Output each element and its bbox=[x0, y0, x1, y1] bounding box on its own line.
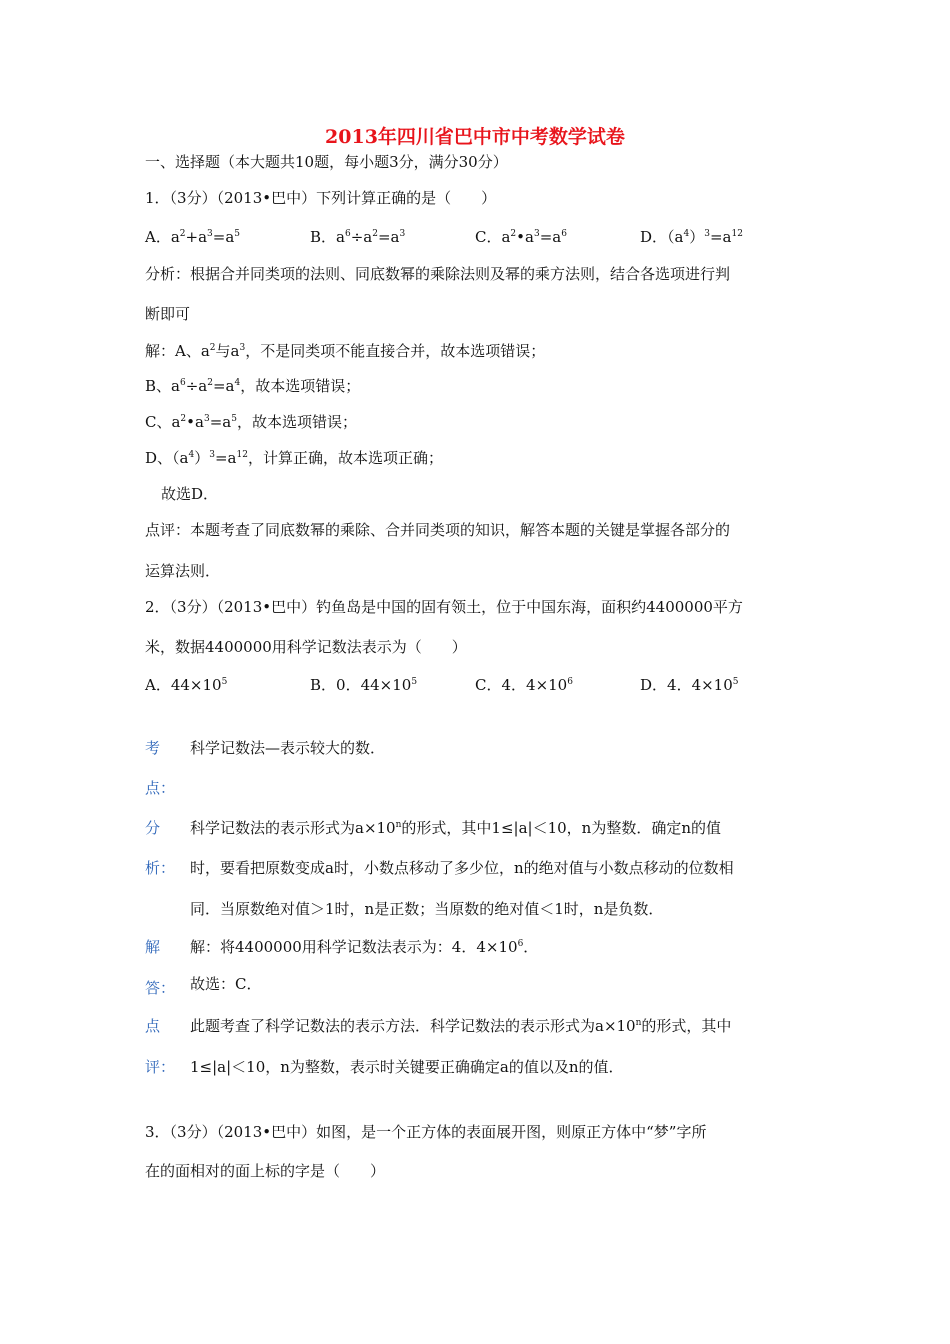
q2-stem: 2．（3分）（2013•巴中）钓鱼岛是中国的固有领土，位于中国东海，面积约4400000平方 bbox=[145, 598, 743, 616]
q1-option-a: A．$a^2+a^3=a^5$ bbox=[145, 228, 241, 246]
label-kaodian-cont: 点： bbox=[145, 779, 176, 797]
q1-option-b: B．$a^6\div a^2=a^3$ bbox=[310, 228, 406, 246]
q2-option-d: D．4．$4\times 10^5$ bbox=[640, 676, 739, 694]
q2-jieda-line1: 解：将4400000用科学记数法表示为：4．$4\times 10^6$． bbox=[190, 938, 539, 956]
q2-fenxi-line1: 科学记数法的表示形式为$a\times 10^n$的形式，其中1≤|a|＜10，n为整数．确定n的值 bbox=[190, 819, 721, 837]
label-fenxi-cont: 析： bbox=[145, 859, 176, 877]
q1-comment: 点评：本题考查了同底数幂的乘除、合并同类项的知识，解答本题的关键是掌握各部分的 bbox=[145, 521, 731, 539]
label-dianping-cont: 评： bbox=[145, 1058, 176, 1076]
q1-analysis: 分析：根据合并同类项的法则、同底数幂的乘除法则及幂的乘方法则，结合各选项进行判 bbox=[145, 265, 731, 283]
q1-solution-b: B、$a^6\div a^2=a^4$，故本选项错误； bbox=[145, 377, 361, 395]
label-jieda-cont: 答： bbox=[145, 979, 176, 997]
q3-stem: 3．（3分）（2013•巴中）如图，是一个正方体的表面展开图，则原正方体中“梦”字所 bbox=[145, 1123, 707, 1141]
q2-option-a: A．$44\times 10^5$ bbox=[145, 676, 228, 694]
label-dianping: 点 bbox=[145, 1017, 161, 1035]
q1-option-c: C．$a^2•a^3=a^6$ bbox=[475, 228, 567, 246]
q2-fenxi-line2: 时，要看把原数变成a时，小数点移动了多少位，n的绝对值与小数点移动的位数相 bbox=[190, 859, 734, 877]
q1-solution-d: D、$(a^4)^3=a^{12}$，计算正确，故本选项正确； bbox=[145, 449, 443, 467]
q1-choice: 故选D． bbox=[161, 485, 219, 503]
q2-kaodian-text: 科学记数法—表示较大的数． bbox=[190, 739, 386, 757]
label-jieda: 解 bbox=[145, 938, 161, 956]
q1-analysis-cont: 断即可 bbox=[145, 305, 191, 323]
q3-stem-cont: 在的面相对的面上标的字是（ ） bbox=[145, 1162, 386, 1180]
page-title: 2013年四川省巴中市中考数学试卷 bbox=[325, 126, 625, 148]
label-kaodian: 考 bbox=[145, 739, 161, 757]
q1-solution-a: 解：A、$a^2$与$a^3$，不是同类项不能直接合并，故本选项错误； bbox=[145, 342, 546, 360]
q2-fenxi-line3: 同．当原数绝对值＞1时，n是正数；当原数的绝对值＜1时，n是负数． bbox=[190, 900, 664, 918]
q2-jieda-line2: 故选：C． bbox=[190, 975, 262, 993]
q1-stem: 1．（3分）（2013•巴中）下列计算正确的是（ ） bbox=[145, 189, 497, 207]
q2-dianping-line2: 1≤|a|＜10，n为整数，表示时关键要正确确定a的值以及n的值． bbox=[190, 1058, 624, 1076]
q1-comment-cont: 运算法则． bbox=[145, 562, 221, 580]
section-header: 一、选择题（本大题共10题，每小题3分，满分30分） bbox=[145, 153, 508, 171]
label-fenxi: 分 bbox=[145, 819, 161, 837]
q1-solution-c: C、$a^2•a^3=a^5$，故本选项错误； bbox=[145, 413, 357, 431]
q2-dianping-line1: 此题考查了科学记数法的表示方法．科学记数法的表示形式为$a\times 10^n$的形式，其中 bbox=[190, 1017, 732, 1035]
q1-option-d: D．$(a^4)^3=a^{12}$ bbox=[640, 228, 743, 246]
q2-stem-cont: 米，数据4400000用科学记数法表示为（ ） bbox=[145, 638, 467, 656]
q2-option-c: C．4．$4\times 10^6$ bbox=[475, 676, 573, 694]
q2-option-b: B．0．$44\times 10^5$ bbox=[310, 676, 418, 694]
